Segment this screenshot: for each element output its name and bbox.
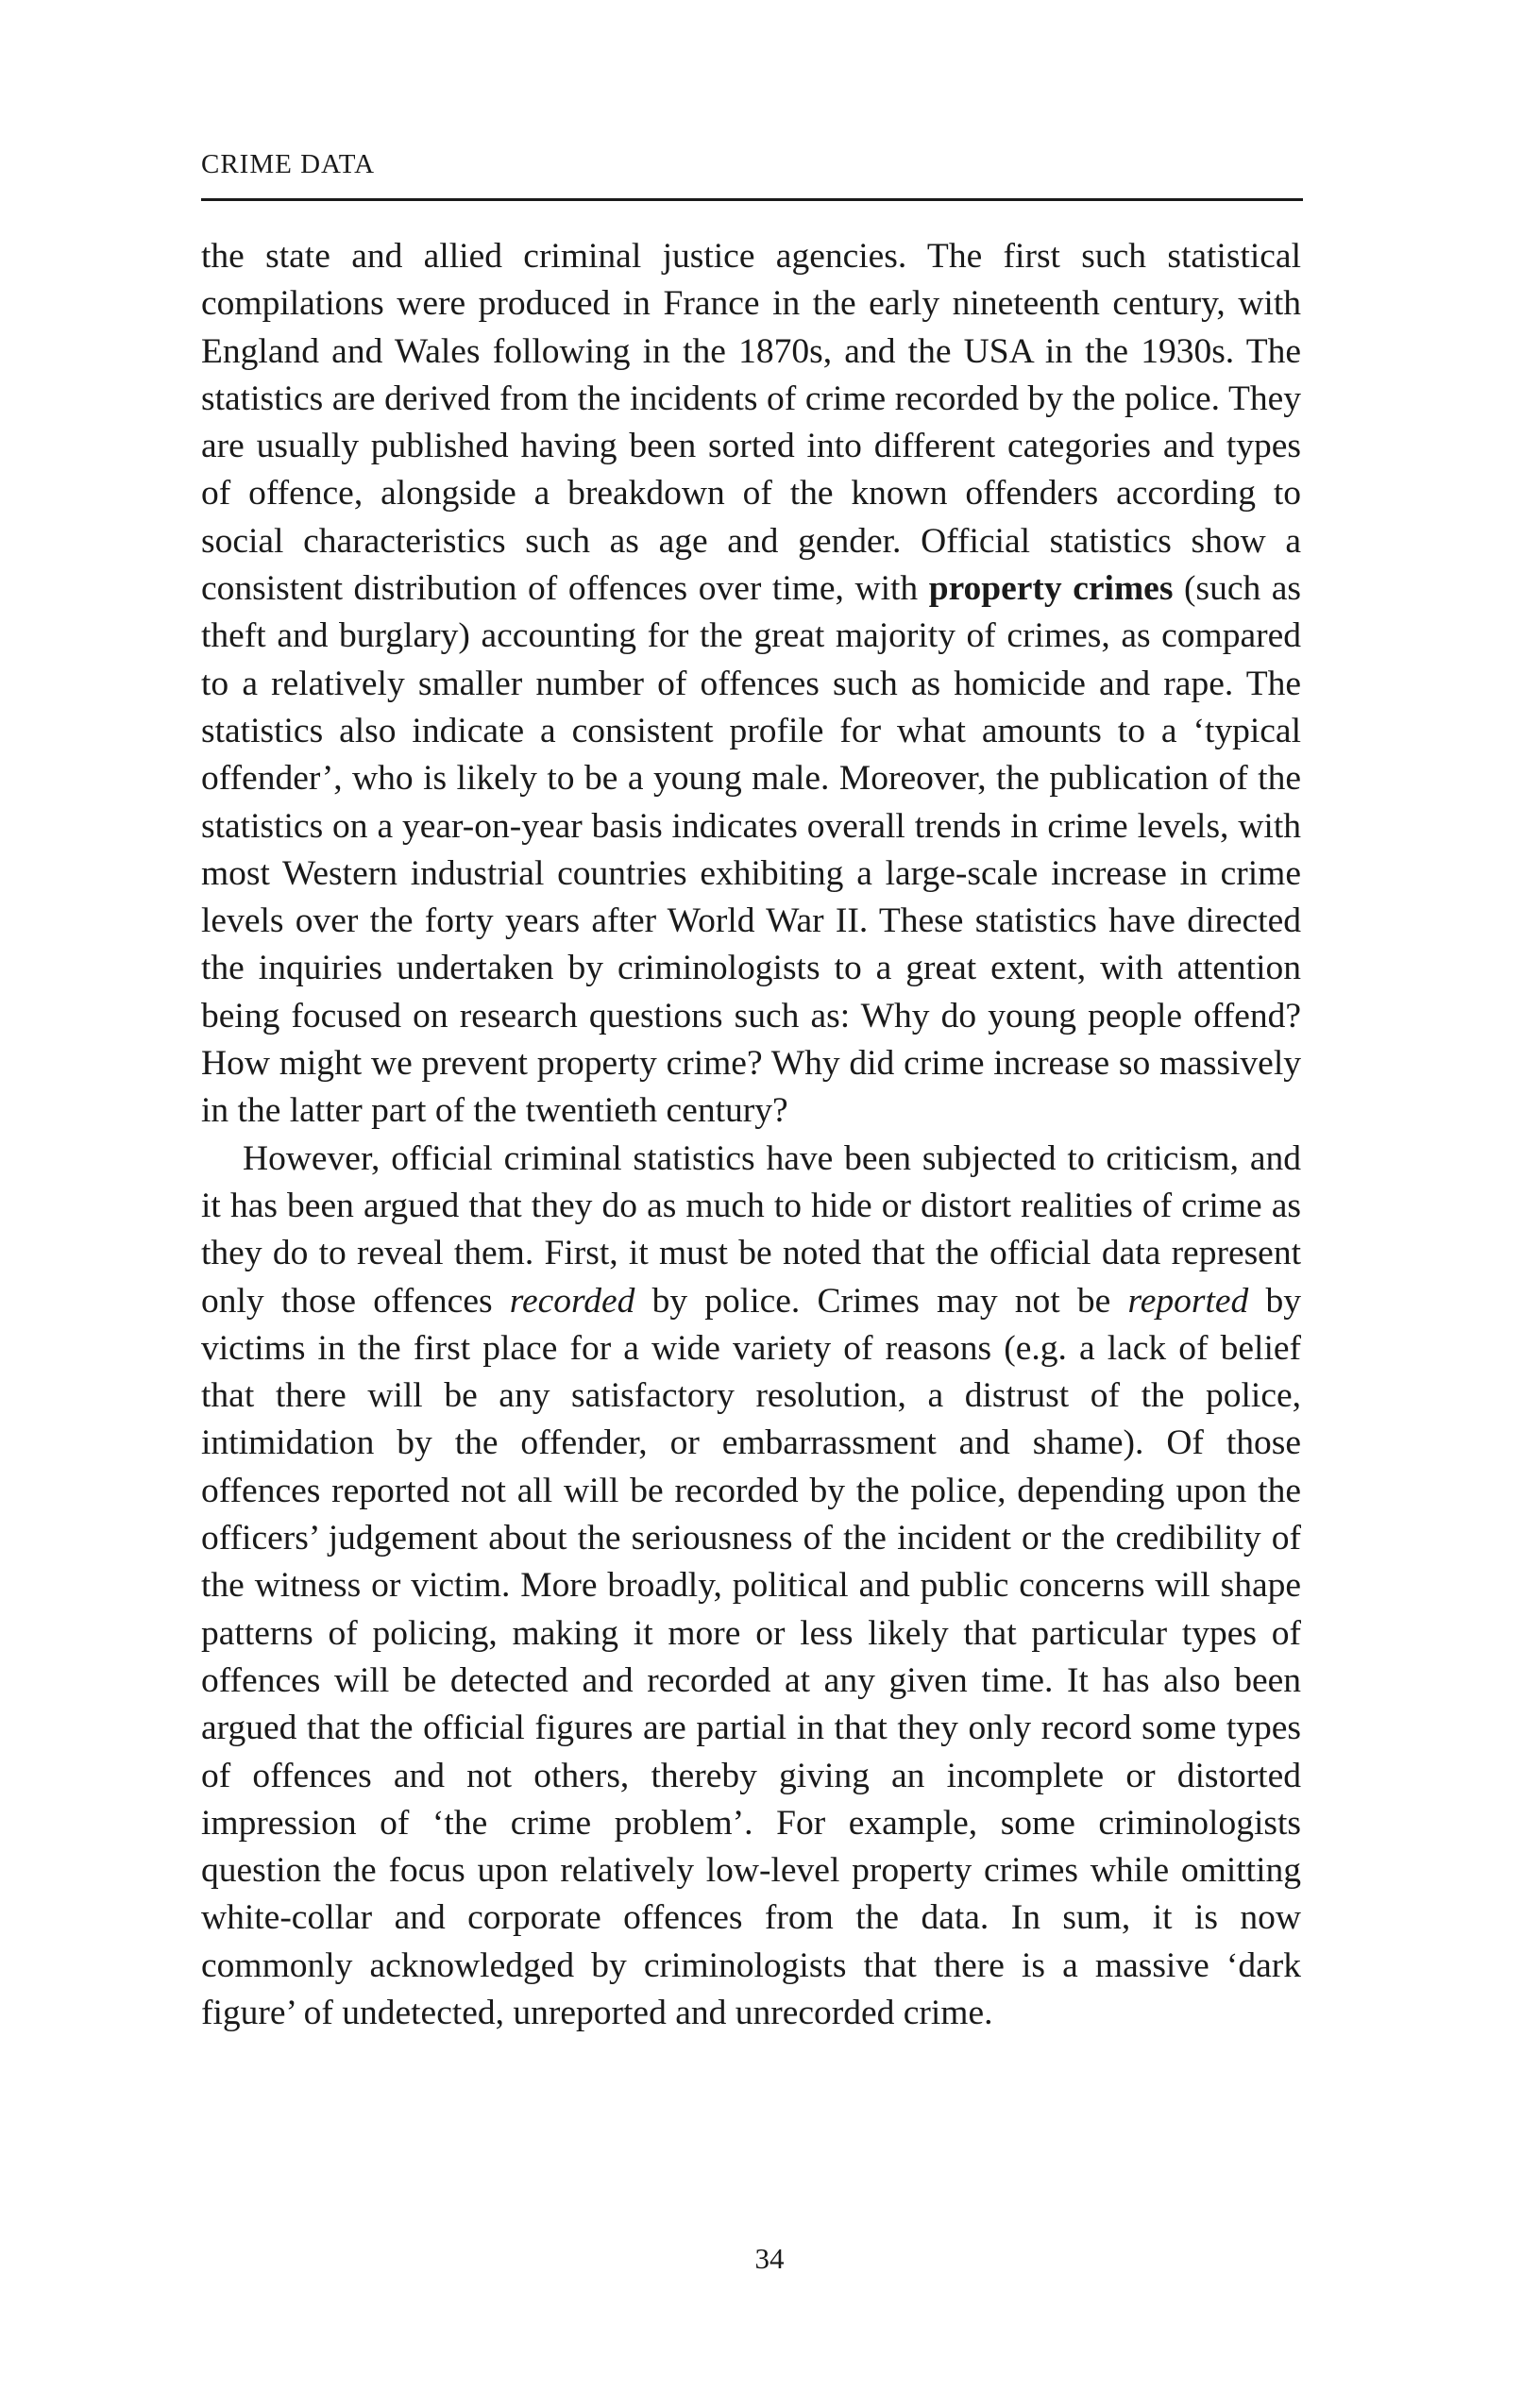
italic-term-reported: reported xyxy=(1127,1281,1249,1321)
paragraph-1-text-b: (such as theft and burglary) accounting for the great majority of crimes, as compared to a relatively smaller number of offences such as homicide and rape. The statistics also indicate a consistent profile for what amounts to a ‘typical offender’, who is likely to be a young male. Moreover, the publication of the statistics on a year-on-year basis indicates overall trends in crime levels, with most Western industrial countries exhibiting a large-scale increase in crime levels over the forty years after World War II. These statistics have directed the inquiries undertaken by criminologists to a great extent, with attention being focused on research questions such as: Why do young people offend? How might we prevent property crime? Why did crime increase so massively in the latter part of the twentieth century? xyxy=(201,569,1302,1131)
body-text xyxy=(201,233,1301,2037)
page-number: 34 xyxy=(754,2242,785,2275)
paragraph-1-text-a: the state and allied criminal justice agencies. The first such statistical compilations were produced in France in the early nineteenth century, with England and Wales following in the 1870s, and the USA in the 1930s. The statistics are derived from the incidents of crime recorded by the police. They are usually published having been sorted into different categories and types of offence, alongside a breakdown of the known offenders according to social characteristics such as age and gender. Official statistics show a consistent distribution of offences over time, with xyxy=(201,237,1301,609)
paragraph-2 xyxy=(201,1136,1301,2038)
header-rule xyxy=(201,198,1303,201)
bold-term-property-crimes: property crimes xyxy=(928,569,1174,609)
italic-term-recorded: recorded xyxy=(509,1281,635,1321)
paragraph-1 xyxy=(201,233,1301,1136)
paragraph-2-text-b: by police. Crimes may not be xyxy=(634,1281,1128,1321)
paragraph-2-text-a: However, official criminal statistics have been subjected to criticism, and it has been argued that they do as much to hide or distort realities of crime as they do to reveal them. First, it must be noted that the official data represent only those offences xyxy=(201,1138,1301,1321)
paragraph-2-text-c: by victims in the first place for a wide variety of reasons (e.g. a lack of belief that there will be any satisfactory resolution, a distrust of the police, intimidation by the offender, or embarrassment and shame). Of those offences reported not all will be recorded by the police, depending upon the officers’ judgement about the seriousness of the incident or the credibility of the witness or victim. More broadly, political and public concerns will shape patterns of policing, making it more or less likely that particular types of offences will be detected and recorded at any given time. It has also been argued that the official figures are partial in that they only record some types of offences and not others, thereby giving an incomplete or distorted impression of ‘the crime problem’. For example, some criminologists question the focus upon relatively low-level property crimes while omitting white-collar and corporate offences from the data. In sum, it is now commonly acknowledged by criminologists that there is a massive ‘dark figure’ of undetected, unreported and unrecorded crime. xyxy=(201,1281,1302,2032)
running-head: CRIME DATA xyxy=(201,149,376,179)
